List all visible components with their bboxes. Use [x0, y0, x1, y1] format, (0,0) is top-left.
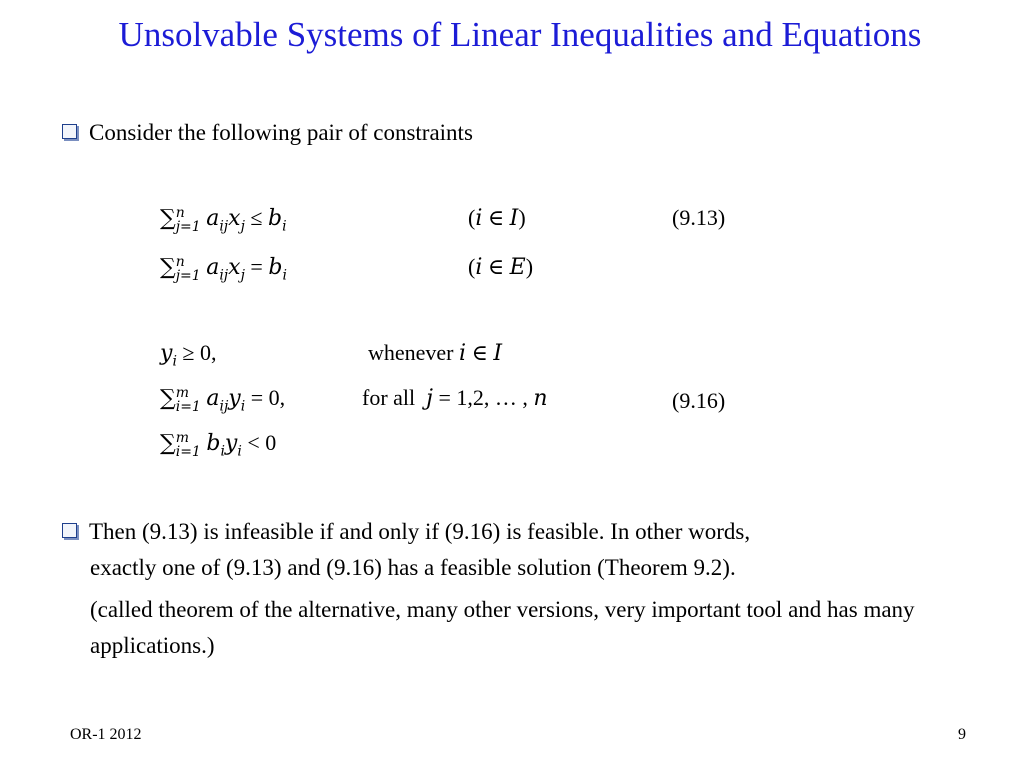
equation-row-3: $y_i \ge 0$, — [160, 340, 217, 370]
bullet-item — [62, 514, 962, 586]
bullet-item — [62, 115, 473, 151]
condition-row-4: for all j = 1,2, … , n — [362, 385, 548, 411]
condition-row-3: whenever i ∈ I — [368, 340, 503, 366]
square-bullet-icon — [62, 523, 77, 538]
equation-number: (9.16) — [672, 388, 726, 413]
equation-row-1: ∑ n j=1 $a_{ij}x_j \le b_i$ — [160, 204, 287, 235]
page-title: Unsolvable Systems of Linear Inequalities and Equations — [118, 15, 922, 54]
condition-row-1: (i ∈ I) — [468, 205, 526, 231]
bullet-text: Consider the following pair of constraints — [89, 120, 473, 145]
equation-row-5: ∑ m i=1 $b_iy_i < 0$ — [160, 429, 277, 460]
condition-row-2: (i ∈ E) — [468, 254, 534, 280]
bullet-text: Then (9.13) is infeasible if and only if (9.16) is feasible. In other words, — [89, 519, 751, 544]
square-bullet-icon — [62, 124, 77, 139]
note-text: (called theorem of the alternative, many other versions, very important tool and has many applications.) — [90, 597, 915, 658]
bullet-text-continued: exactly one of (9.13) and (9.16) has a feasible solution (Theorem 9.2). — [90, 555, 736, 580]
page-number: 9 — [958, 726, 966, 743]
footer-course: OR-1 2012 — [70, 726, 142, 743]
equation-row-4: ∑ m i=1 $a_{ij}y_i = 0$, — [160, 384, 286, 415]
equation-number: (9.13) — [672, 205, 726, 230]
equation-row-2: ∑ n j=1 $a_{ij}x_j = b_i$ — [160, 253, 287, 284]
